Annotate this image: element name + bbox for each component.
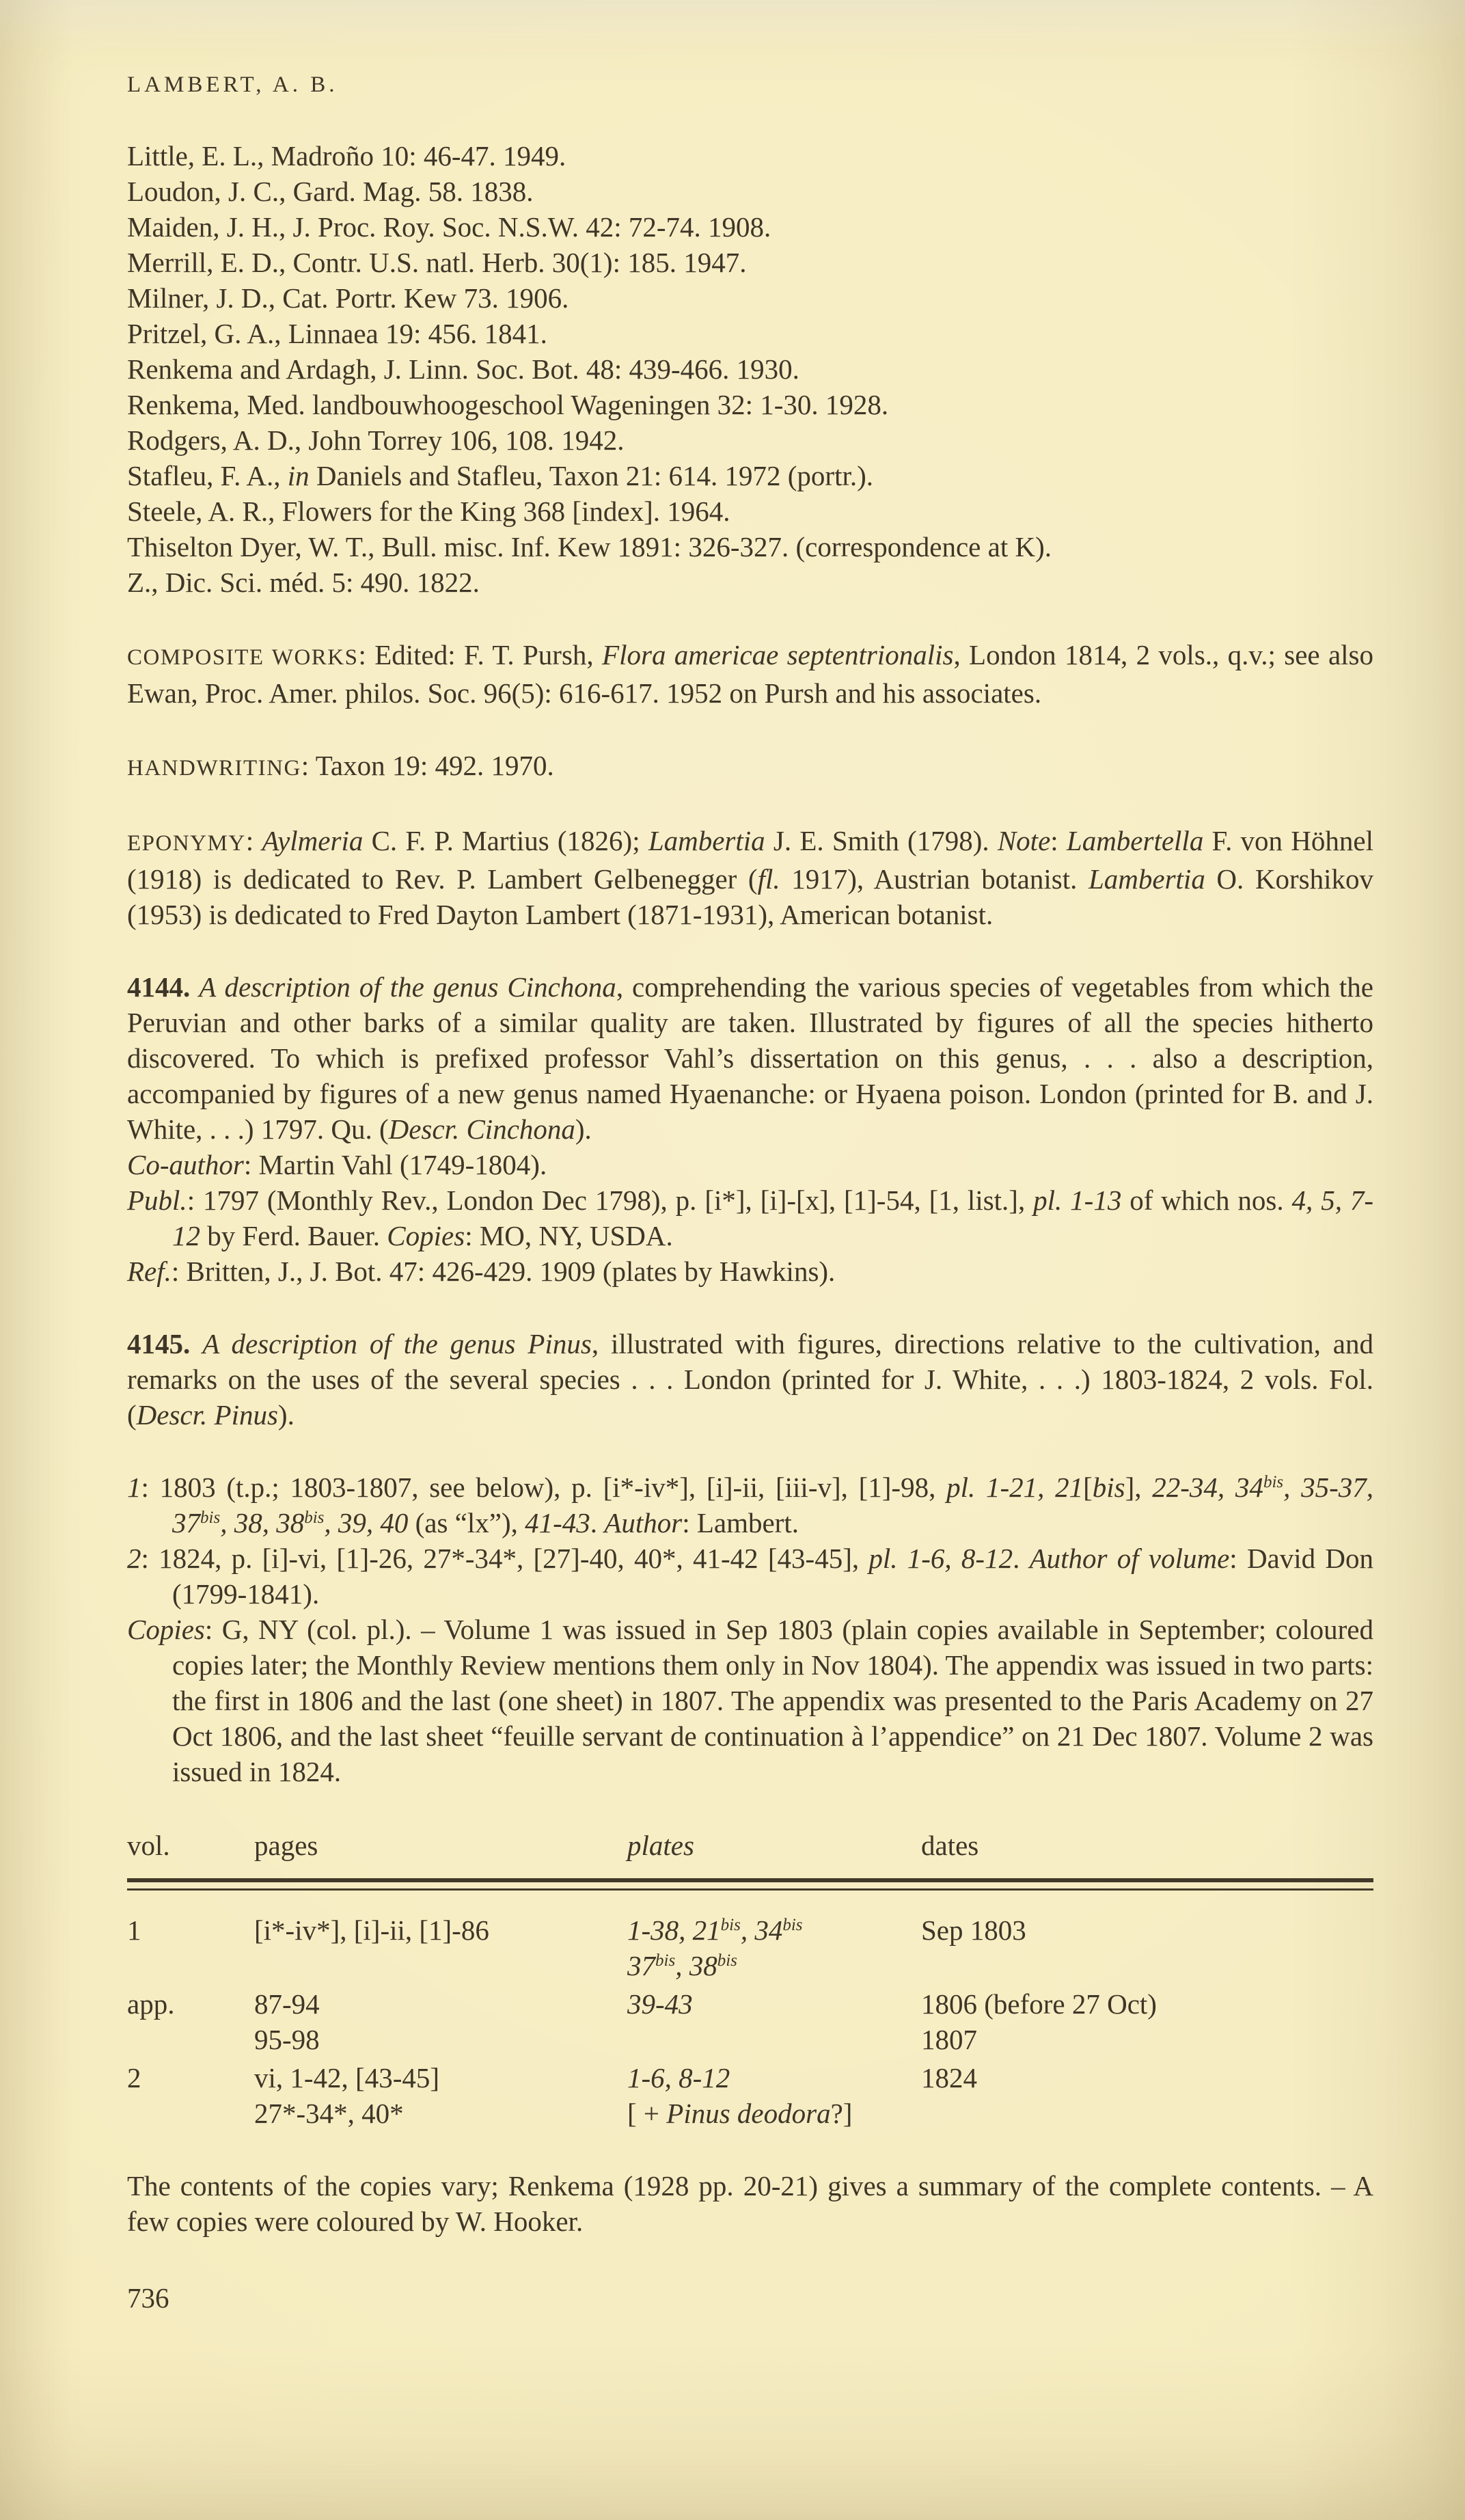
text-run: . xyxy=(1013,1543,1030,1574)
text-run: : 1803 (t.p.; 1803-1807, see below), p. [i*-iv*], [i]-ii, [iii-v], [1]-98, xyxy=(141,1472,947,1503)
table-cell-line xyxy=(921,2022,1373,2057)
reference-item xyxy=(127,529,1373,565)
table-cell xyxy=(627,1912,921,1983)
text-run: Lambertia xyxy=(648,825,765,856)
column-header xyxy=(921,1828,1373,1863)
text-run: Author of volume xyxy=(1029,1543,1230,1574)
text-run: Rodgers, A. D., John Torrey 106, 108. 1942. xyxy=(127,424,625,456)
text-run: Descr. Cinchona xyxy=(388,1113,575,1145)
text-run: 4145. xyxy=(127,1328,203,1359)
table-cell xyxy=(254,2060,627,2131)
text-run: , 38 xyxy=(675,1950,717,1981)
text-run: 1-38, 21 xyxy=(627,1914,721,1946)
text-run: Thiselton Dyer, W. T., Bull. misc. Inf. Kew 1891: 326-327. (correspondence at K). xyxy=(127,531,1052,563)
entry-4144-coauthor xyxy=(127,1147,1373,1182)
table-cell-line xyxy=(127,2060,254,2096)
text-run: Pinus deodora xyxy=(666,2098,831,2129)
text-run: Co-author xyxy=(127,1149,244,1180)
text-run: : xyxy=(245,825,262,856)
eponymy-paragraph xyxy=(127,823,1373,932)
text-run: Descr. Pinus xyxy=(136,1399,278,1431)
text-run: pages xyxy=(254,1830,318,1861)
table-cell xyxy=(127,2060,254,2131)
entry-4144-ref xyxy=(127,1254,1373,1289)
text-run: 1917), Austrian botanist. xyxy=(780,863,1089,895)
collation-table xyxy=(127,1828,1373,2131)
text-run: [ xyxy=(1083,1472,1093,1503)
reference-item xyxy=(127,316,1373,351)
reference-item xyxy=(127,565,1373,600)
reference-item xyxy=(127,280,1373,316)
text-run: bis xyxy=(200,1508,221,1527)
text-run: : Lambert. xyxy=(682,1507,799,1539)
text-run: Loudon, J. C., Gard. Mag. 58. 1838. xyxy=(127,176,534,207)
text-run: [i*-iv*], [i]-ii, [1]-86 xyxy=(254,1914,489,1946)
text-run: Stafleu, F. A., xyxy=(127,460,288,491)
text-run: ). xyxy=(277,1399,295,1431)
text-run: bis xyxy=(720,1916,741,1934)
table-cell xyxy=(127,1986,254,2057)
table-cell-line xyxy=(627,2060,921,2096)
text-run: COMPOSITE WORKS xyxy=(127,645,359,670)
text-run: of which nos. xyxy=(1121,1184,1292,1216)
reference-item xyxy=(127,422,1373,458)
column-header xyxy=(254,1828,627,1863)
text-run: 1806 (before 27 Oct) xyxy=(921,1988,1157,2020)
text-run: Note xyxy=(997,825,1051,856)
table-cell xyxy=(627,1986,921,2057)
entry-4145-volume-2 xyxy=(127,1541,1373,1612)
text-run: , comprehending the various species of vegetables from which the Peruvian and other barks of a similar quality are taken. Illustrated by figures of all the species hitherto discovered. To which is prefixed professor Vahl’s dissertation on this genus, . . . also a description, accompanied by figures of a new genus named Hyaenanche: or Hyaena poison. London (printed for B. and J. White, . . .) 1797. Qu. ( xyxy=(127,971,1373,1145)
text-run: : MO, NY, USDA. xyxy=(465,1220,673,1251)
table-cell-line xyxy=(127,1912,254,1948)
reference-item xyxy=(127,493,1373,529)
text-run: Daniels and Stafleu, Taxon 21: 614. 1972 (portr.). xyxy=(309,460,874,491)
text-run: A description of the genus Cinchona xyxy=(199,971,616,1003)
text-run: Milner, J. D., Cat. Portr. Kew 73. 1906. xyxy=(127,282,569,314)
text-run: EPONYMY xyxy=(127,831,246,856)
table-cell xyxy=(921,1986,1373,2057)
text-run: 1 xyxy=(127,1914,141,1946)
closing-note xyxy=(127,2168,1373,2239)
text-run: 4144. xyxy=(127,971,200,1003)
table-cell xyxy=(921,1912,1373,1983)
text-run: Aylmeria xyxy=(262,825,364,856)
text-run: [ + xyxy=(627,2098,667,2129)
table-cell xyxy=(921,2060,1373,2131)
reference-item xyxy=(127,209,1373,245)
table-header-row xyxy=(127,1828,1373,1863)
text-run: : 1797 (Monthly Rev., London Dec 1798), p. [i*], [i]-[x], [1]-54, [1, list.], xyxy=(187,1184,1034,1216)
reference-item xyxy=(127,458,1373,493)
text-run: in xyxy=(287,460,310,491)
text-run: Merrill, E. D., Contr. U.S. natl. Herb. 30(1): 185. 1947. xyxy=(127,247,747,278)
entry-4144-title xyxy=(127,969,1373,1147)
text-run: J. E. Smith (1798). xyxy=(765,825,998,856)
text-run: 41-43 xyxy=(525,1507,590,1539)
table-cell-line xyxy=(921,1912,1373,1948)
text-run: : 1824, p. [i]-vi, [1]-26, 27*-34*, [27]-40, 40*, 41-42 [43-45], xyxy=(141,1543,869,1574)
text-run: : Britten, J., J. Bot. 47: 426-429. 1909 (plates by Hawkins). xyxy=(171,1256,836,1287)
text-run: Copies xyxy=(387,1220,465,1251)
text-run: , 34 xyxy=(740,1914,783,1946)
text-run: 2 xyxy=(127,1543,141,1574)
table-cell-line xyxy=(627,1948,921,1983)
text-run: (as “lx”), xyxy=(408,1507,525,1539)
text-run: , 35-37, 37 xyxy=(172,1472,1374,1539)
entry-4145-title xyxy=(127,1326,1373,1433)
text-run: , illustrated with figures, directions relative to the cultivation, and remarks on the uses of the several species . . . London (printed for J. White, . . .) 1803-1824, 2 vols. Fol. ( xyxy=(127,1328,1373,1431)
text-run: Author xyxy=(604,1507,683,1539)
text-run: 39-43 xyxy=(627,1988,693,2020)
table-cell xyxy=(627,2060,921,2131)
column-header xyxy=(627,1828,921,1863)
text-run: 1-6, 8-12 xyxy=(627,2062,730,2094)
text-run: Lambertella xyxy=(1066,825,1204,856)
table-cell-line xyxy=(627,2096,921,2131)
text-run: by Ferd. Bauer. xyxy=(200,1220,387,1251)
text-run: bis xyxy=(1092,1472,1125,1503)
text-run: : Martin Vahl (1749-1804). xyxy=(243,1149,547,1180)
reference-item xyxy=(127,245,1373,280)
table-cell-line xyxy=(254,2022,627,2057)
text-run: bis xyxy=(304,1508,325,1527)
page-content xyxy=(127,138,1373,2239)
text-run: 27*-34*, 40* xyxy=(254,2098,404,2129)
text-run: : xyxy=(1050,825,1067,856)
text-run: pl. 1-21, 21 xyxy=(946,1472,1084,1503)
text-run: , 39, 40 xyxy=(324,1507,409,1539)
text-run: HANDWRITING xyxy=(127,756,301,781)
text-run: vi, 1-42, [43-45] xyxy=(254,2062,440,2094)
text-run: . xyxy=(590,1507,605,1539)
text-run: C. F. P. Martius (1826); xyxy=(363,825,648,856)
text-run: A description of the genus Pinus xyxy=(202,1328,592,1359)
text-run: Copies xyxy=(127,1614,205,1645)
text-run: dates xyxy=(921,1830,979,1861)
table-cell-line xyxy=(254,1986,627,2022)
text-run: The contents of the copies vary; Renkema (1928 pp. 20-21) gives a summary of the complete contents. – A few copies were coloured by W. Hooker. xyxy=(127,2170,1373,2237)
text-run: Renkema and Ardagh, J. Linn. Soc. Bot. 48: 439-466. 1930. xyxy=(127,353,799,385)
text-run: Z., Dic. Sci. méd. 5: 490. 1822. xyxy=(127,567,480,598)
text-run: Flora americae septentrionalis xyxy=(602,639,954,670)
text-run: 1807 xyxy=(921,2024,977,2055)
text-run: : G, NY (col. pl.). – Volume 1 was issued in Sep 1803 (plain copies available in September; coloured copies later; the Monthly Review mentions them only in Nov 1804). The appendix was issued in two parts: the first in 1806 and the last (one sheet) in 1807. The appendix was presented to the Paris Academy on 27 Oct 1806, and the last sheet “feuille servant de continuation à l’appendice” on 21 Dec 1807. Volume 2 was issued in 1824. xyxy=(172,1614,1373,1787)
table-cell xyxy=(127,1912,254,1983)
text-run: Little, E. L., Madroño 10: 46-47. 1949. xyxy=(127,140,566,172)
text-run: 1824 xyxy=(921,2062,977,2094)
text-run: Ref. xyxy=(127,1256,172,1287)
text-run: vol. xyxy=(127,1830,170,1861)
table-cell-line xyxy=(254,2060,627,2096)
composite-works-paragraph xyxy=(127,637,1373,711)
text-run: 87-94 xyxy=(254,1988,320,2020)
text-run: app. xyxy=(127,1988,175,2020)
text-run: Steele, A. R., Flowers for the King 368 [index]. 1964. xyxy=(127,496,730,527)
text-run: pl. 1-13 xyxy=(1033,1184,1122,1216)
text-run: , 38, 38 xyxy=(220,1507,305,1539)
running-head: LAMBERT, A. B. xyxy=(127,72,338,97)
text-run: : David Don (1799-1841). xyxy=(172,1543,1374,1610)
table-cell-line xyxy=(921,1986,1373,2022)
handwriting-paragraph xyxy=(127,748,1373,786)
text-run: bis xyxy=(782,1916,803,1934)
page-number: 736 xyxy=(127,2282,169,2314)
text-run: 2 xyxy=(127,2062,141,2094)
table-cell xyxy=(254,1986,627,2057)
reference-item xyxy=(127,351,1373,387)
reference-item xyxy=(127,174,1373,209)
table-cell xyxy=(254,1912,627,1983)
text-run: ?] xyxy=(830,2098,853,2129)
text-run: pl. 1-6, 8-12 xyxy=(868,1543,1013,1574)
table-cell-line xyxy=(254,1912,627,1948)
entry-4144-publ xyxy=(127,1182,1373,1254)
text-run: bis xyxy=(717,1951,737,1970)
table-row xyxy=(127,2060,1373,2131)
entry-4145-copies xyxy=(127,1612,1373,1789)
text-run: Maiden, J. H., J. Proc. Roy. Soc. N.S.W. 42: 72-74. 1908. xyxy=(127,211,771,243)
text-run: , London 1814, 2 vols., q.v.; see also Ewan, Proc. Amer. philos. Soc. 96(5): 616-617. 1952 on Pursh and his associates. xyxy=(127,639,1373,709)
text-run: O. Korshikov (1953) is dedicated to Fred Dayton Lambert (1871-1931), American botanist. xyxy=(127,863,1374,930)
table-row xyxy=(127,1912,1373,1983)
column-header xyxy=(127,1828,254,1863)
table-rule xyxy=(127,1878,1373,1891)
text-run: Pritzel, G. A., Linnaea 19: 456. 1841. xyxy=(127,318,547,349)
table-row xyxy=(127,1986,1373,2057)
table-cell-line xyxy=(127,1986,254,2022)
table-cell-line xyxy=(627,1986,921,2022)
text-run: ). xyxy=(575,1113,592,1145)
reference-item xyxy=(127,387,1373,422)
text-run: bis xyxy=(655,1951,676,1970)
text-run: Renkema, Med. landbouwhoogeschool Wageningen 32: 1-30. 1928. xyxy=(127,389,889,420)
table-cell-line xyxy=(627,1912,921,1948)
reference-item xyxy=(127,138,1373,174)
text-run: plates xyxy=(627,1830,694,1861)
text-run: Sep 1803 xyxy=(921,1914,1026,1946)
text-run: 22-34, 34 xyxy=(1152,1472,1263,1503)
text-run: 37 xyxy=(627,1950,655,1981)
text-run: F. von Höhnel (1918) is dedicated to Rev. P. Lambert Gelbenegger ( xyxy=(127,825,1373,895)
table-cell-line xyxy=(921,2060,1373,2096)
text-run: Lambertia xyxy=(1088,863,1205,895)
text-run: 1 xyxy=(127,1472,141,1503)
text-run: fl. xyxy=(757,863,780,895)
reference-list xyxy=(127,138,1373,600)
table-cell-line xyxy=(254,2096,627,2131)
text-run: Publ. xyxy=(127,1184,187,1216)
entry-4145-volume-1 xyxy=(127,1469,1373,1541)
text-run: : Taxon 19: 492. 1970. xyxy=(301,750,554,781)
text-run: ], xyxy=(1125,1472,1153,1503)
text-run: bis xyxy=(1263,1473,1284,1491)
text-run: : Edited: F. T. Pursh, xyxy=(358,639,603,670)
text-run: 95-98 xyxy=(254,2024,320,2055)
text-run: 4, 5, 7-12 xyxy=(172,1184,1374,1251)
